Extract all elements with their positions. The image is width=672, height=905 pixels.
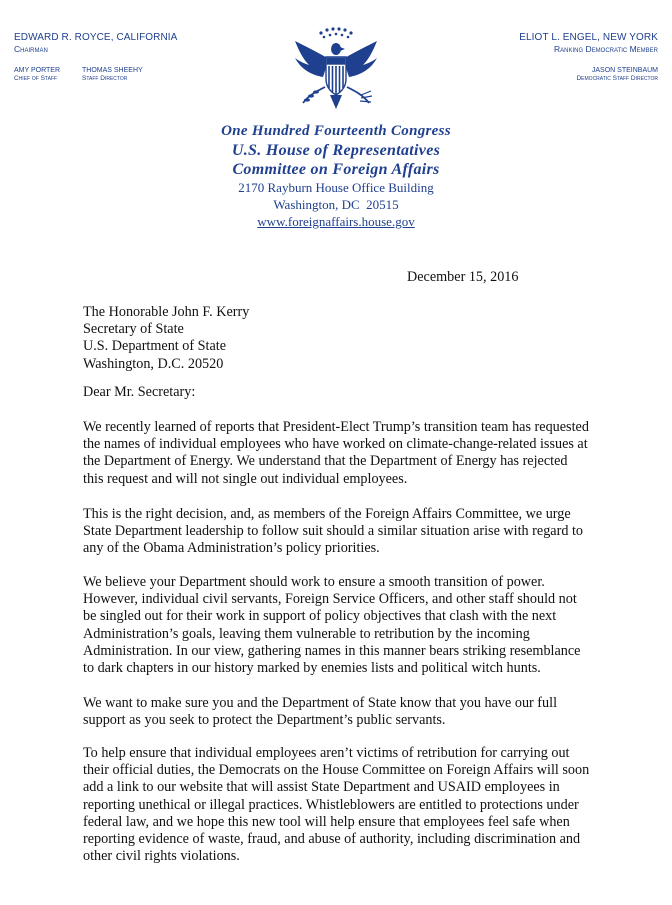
paragraph-4 [83, 695, 668, 729]
majority-chief-of-staff [14, 67, 60, 83]
paragraph-5 [83, 745, 668, 865]
body-line: to dark chapters in our history marked by enemies lists and political witch hunts. [83, 660, 541, 677]
address-line-1: 2170 Rayburn House Office Building [238, 180, 434, 195]
body-line: This is the right decision, and, as members of the Foreign Affairs Committee, we urge [83, 506, 571, 522]
body-line: State Department leadership to follow suit should a similar situation arise with regard to [83, 523, 583, 540]
democratic-staff-director [576, 67, 658, 83]
staff-title: Staff Director [82, 75, 128, 82]
chairman-name: EDWARD R. ROYCE, CALIFORNIA [14, 32, 178, 43]
congress-line: One Hundred Fourteenth Congress [221, 123, 451, 139]
committee-letterhead [186, 122, 486, 230]
salutation: Dear Mr. Secretary: [83, 384, 196, 400]
body-line: their official duties, the Democrats on the House Committee on Foreign Affairs will soon [83, 762, 590, 779]
staff-title: Chief of Staff [14, 75, 58, 82]
house-line: U.S. House of Representatives [231, 142, 441, 159]
recipient-line: Secretary of State [83, 321, 184, 338]
address-line-2: Washington, DC 20515 [273, 197, 399, 212]
recipient-line: Washington, D.C. 20520 [83, 355, 224, 372]
body-line: We want to make sure you and the Department of State know that you have our full [83, 695, 558, 711]
committee-name: Committee on Foreign Affairs [232, 161, 440, 178]
body-line: other civil rights violations. [83, 848, 240, 865]
body-line: federal law, and we hope this new tool will help ensure that employees feel safe when [83, 813, 570, 830]
recipient-line: U.S. Department of State [83, 338, 227, 355]
body-line: the Department of Energy. We understand that the Department of Energy has rejected [83, 453, 568, 470]
chairman-block [14, 32, 177, 54]
chairman-title: Chairman [14, 44, 48, 54]
ranking-member-block [519, 32, 658, 54]
body-line: However, individual civil servants, Foreign Service Officers, and other staff should not [83, 591, 577, 608]
body-line: the names of individual employees who have worked on climate-change-related issues at [83, 436, 588, 453]
recipient-address [83, 304, 249, 373]
staff-name: AMY PORTER [14, 67, 61, 74]
paragraph-2 [83, 506, 668, 558]
body-line: reporting unethical or illegal practices. Whistleblowers are entitled to protections under [83, 796, 579, 813]
body-line: Administration. In our view, gathering names in this manner bears striking resemblance [83, 642, 581, 659]
body-line: support as you seek to protect the Department’s public servants. [83, 712, 446, 729]
staff-name: JASON STEINBAUM [591, 67, 658, 74]
recipient-line: The Honorable John F. Kerry [83, 304, 250, 320]
body-line: To help ensure that individual employees aren’t victims of retribution for carrying out [83, 745, 570, 761]
staff-name: THOMAS SHEEHY [82, 67, 143, 74]
body-line: be singled out for their work in support of policy objectives that clash with the next [83, 608, 557, 625]
paragraph-3 [83, 574, 668, 677]
body-line: add a link to our website that will assist State Department and USAID employees in [83, 779, 560, 796]
body-line: We believe your Department should work to ensure a smooth transition of power. [83, 574, 545, 590]
body-line: We recently learned of reports that President-Elect Trump’s transition team has requested [83, 419, 589, 435]
paragraph-1 [83, 419, 668, 488]
body-line: any of the Obama Administration’s policy priorities. [83, 540, 380, 557]
staff-title: Democratic Staff Director [576, 75, 658, 82]
ranking-member-name: ELIOT L. ENGEL, NEW YORK [519, 32, 658, 43]
ranking-member-title: Ranking Democratic Member [554, 44, 658, 54]
body-line: this request and will not single out individual employees. [83, 470, 408, 487]
body-line: Administration’s goals, leaving them vulnerable to retribution by the incoming [83, 625, 530, 642]
eagle-seal-icon [289, 25, 383, 119]
letter-date: December 15, 2016 [407, 269, 519, 285]
majority-staff-director [82, 67, 143, 83]
body-line: reporting evidence of waste, fraud, and abuse of authority, including discrimination and [83, 831, 581, 848]
website-link[interactable]: www.foreignaffairs.house.gov [257, 214, 415, 229]
